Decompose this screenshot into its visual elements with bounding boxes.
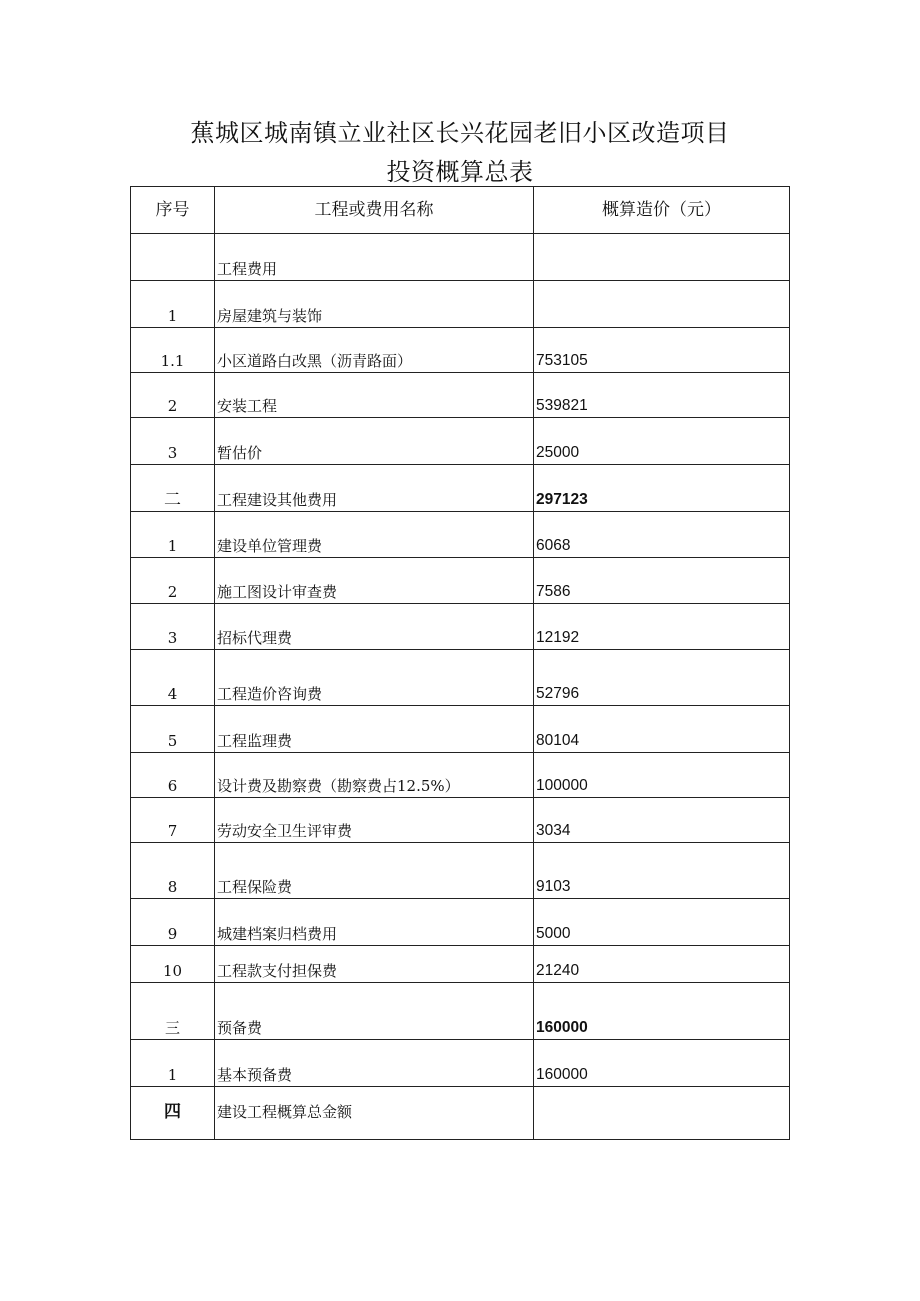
row-amount: 297123 bbox=[534, 465, 790, 512]
header-amount: 概算造价（元） bbox=[534, 187, 790, 234]
row-amount: 21240 bbox=[534, 946, 790, 983]
row-no: 8 bbox=[131, 843, 215, 899]
row-name: 工程建设其他费用 bbox=[215, 465, 534, 512]
table-row bbox=[131, 558, 790, 604]
row-amount: 100000 bbox=[534, 753, 790, 798]
table-row bbox=[131, 983, 790, 1040]
row-name: 小区道路白改黑（沥青路面） bbox=[215, 328, 534, 373]
row-no bbox=[131, 234, 215, 281]
table-row bbox=[131, 899, 790, 946]
row-name: 基本预备费 bbox=[215, 1040, 534, 1087]
row-amount: 52796 bbox=[534, 650, 790, 706]
row-name: 设计费及勘察费（勘察费占12.5%） bbox=[215, 753, 534, 798]
table-header-row bbox=[131, 187, 790, 234]
row-amount: 5000 bbox=[534, 899, 790, 946]
table-row bbox=[131, 234, 790, 281]
row-amount: 6068 bbox=[534, 512, 790, 558]
row-amount: 12192 bbox=[534, 604, 790, 650]
row-no: 5 bbox=[131, 706, 215, 753]
row-name: 招标代理费 bbox=[215, 604, 534, 650]
row-amount: 539821 bbox=[534, 373, 790, 418]
row-no: 2 bbox=[131, 558, 215, 604]
row-name: 建设工程概算总金额 bbox=[215, 1087, 534, 1140]
table-row bbox=[131, 328, 790, 373]
row-amount: 80104 bbox=[534, 706, 790, 753]
table-row bbox=[131, 604, 790, 650]
table-row bbox=[131, 1040, 790, 1087]
row-name: 城建档案归档费用 bbox=[215, 899, 534, 946]
row-name: 工程保险费 bbox=[215, 843, 534, 899]
document-subtitle: 投资概算总表 bbox=[386, 158, 534, 186]
row-no: 3 bbox=[131, 604, 215, 650]
row-name: 工程监理费 bbox=[215, 706, 534, 753]
row-no: 1.1 bbox=[131, 328, 215, 373]
table-row bbox=[131, 706, 790, 753]
row-no: 2 bbox=[131, 373, 215, 418]
row-name: 安装工程 bbox=[215, 373, 534, 418]
table-row bbox=[131, 1087, 790, 1140]
row-name: 工程造价咨询费 bbox=[215, 650, 534, 706]
row-amount: 160000 bbox=[534, 983, 790, 1040]
row-amount bbox=[534, 234, 790, 281]
table-row bbox=[131, 753, 790, 798]
row-amount: 7586 bbox=[534, 558, 790, 604]
row-no: 三 bbox=[131, 983, 215, 1040]
table-row bbox=[131, 281, 790, 328]
row-amount: 25000 bbox=[534, 418, 790, 465]
row-no: 1 bbox=[131, 512, 215, 558]
row-name: 预备费 bbox=[215, 983, 534, 1040]
row-amount: 3034 bbox=[534, 798, 790, 843]
row-amount: 9103 bbox=[534, 843, 790, 899]
row-no: 6 bbox=[131, 753, 215, 798]
table-row bbox=[131, 946, 790, 983]
row-amount bbox=[534, 281, 790, 328]
row-name: 建设单位管理费 bbox=[215, 512, 534, 558]
table-row bbox=[131, 798, 790, 843]
budget-table bbox=[130, 186, 790, 1140]
row-no: 4 bbox=[131, 650, 215, 706]
table-row bbox=[131, 418, 790, 465]
table-row bbox=[131, 650, 790, 706]
table-row bbox=[131, 843, 790, 899]
row-name: 劳动安全卫生评审费 bbox=[215, 798, 534, 843]
header-seq: 序号 bbox=[131, 187, 215, 234]
row-amount: 753105 bbox=[534, 328, 790, 373]
row-name: 工程费用 bbox=[215, 234, 534, 281]
row-no: 10 bbox=[131, 946, 215, 983]
table-row bbox=[131, 373, 790, 418]
row-name: 暂估价 bbox=[215, 418, 534, 465]
row-name: 工程款支付担保费 bbox=[215, 946, 534, 983]
row-no: 1 bbox=[131, 281, 215, 328]
row-name: 施工图设计审查费 bbox=[215, 558, 534, 604]
row-no: 9 bbox=[131, 899, 215, 946]
document-title: 蕉城区城南镇立业社区长兴花园老旧小区改造项目 bbox=[190, 119, 730, 147]
row-no: 二 bbox=[131, 465, 215, 512]
header-name: 工程或费用名称 bbox=[215, 187, 534, 234]
row-amount bbox=[534, 1087, 790, 1140]
row-amount: 160000 bbox=[534, 1040, 790, 1087]
table-row bbox=[131, 512, 790, 558]
table-row bbox=[131, 465, 790, 512]
row-no: 3 bbox=[131, 418, 215, 465]
row-no: 1 bbox=[131, 1040, 215, 1087]
row-no: 四 bbox=[131, 1087, 215, 1140]
row-no: 7 bbox=[131, 798, 215, 843]
row-name: 房屋建筑与装饰 bbox=[215, 281, 534, 328]
